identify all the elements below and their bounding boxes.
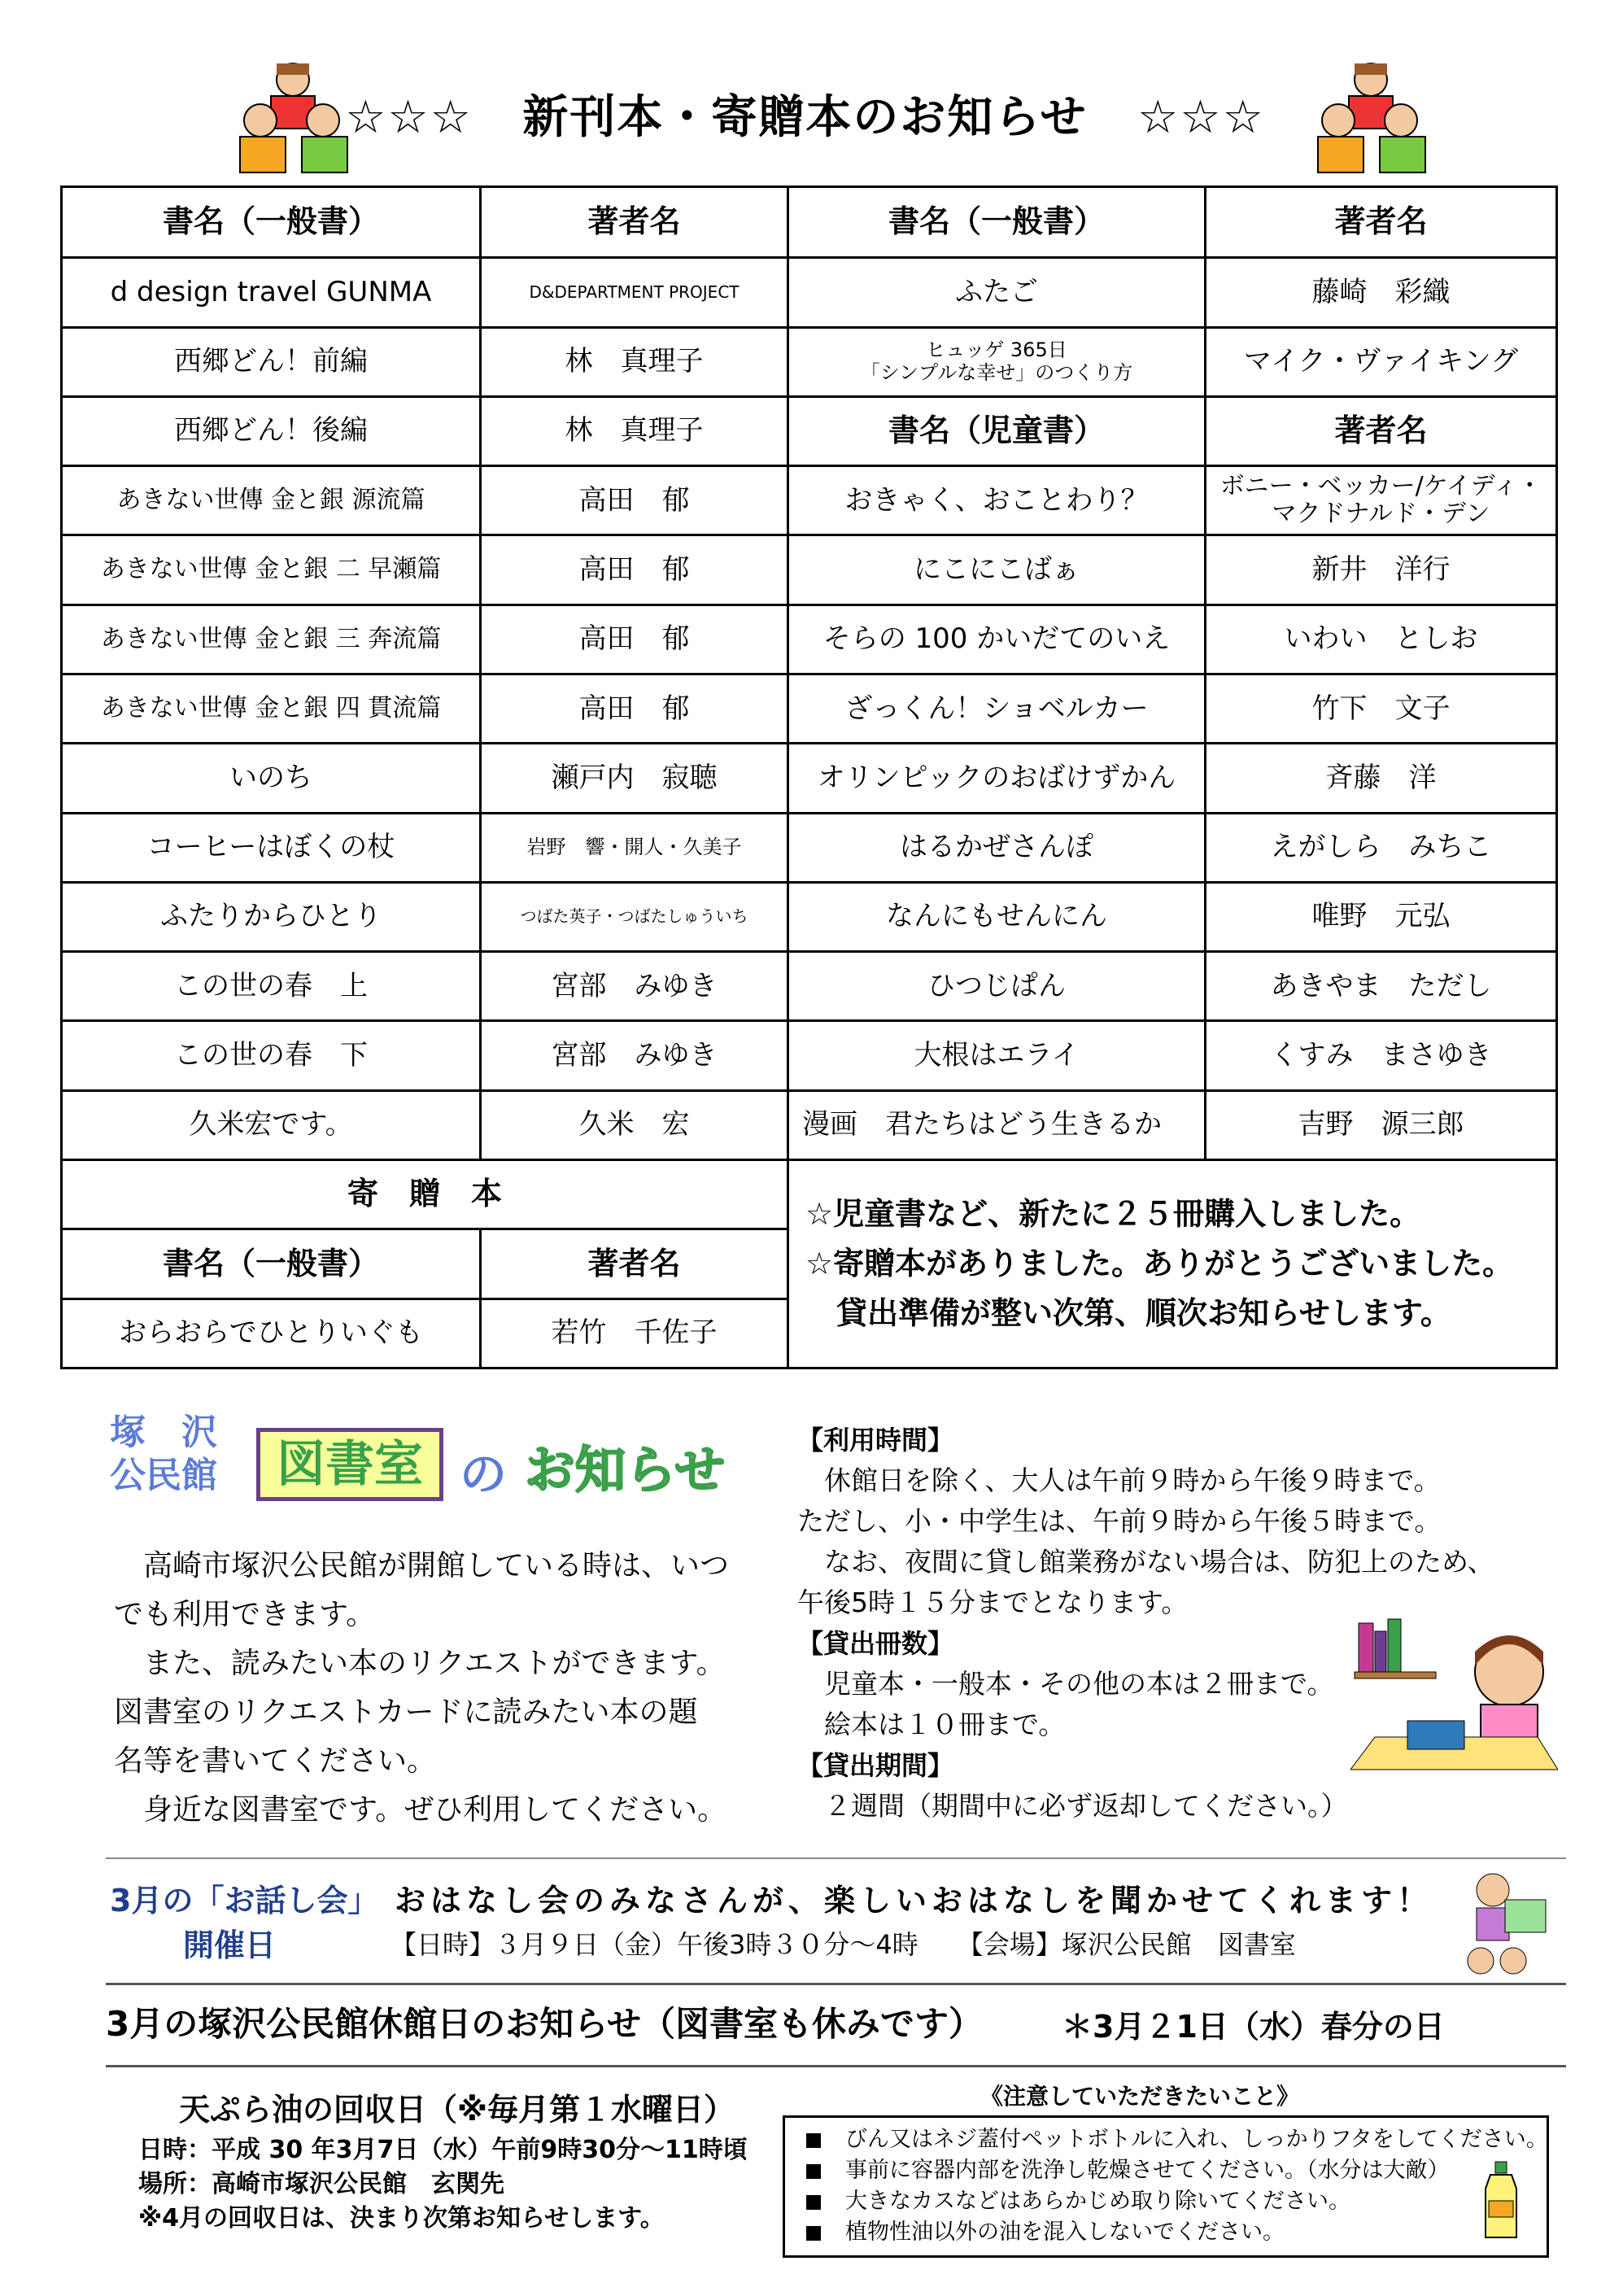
- logo-notice: お知らせ: [525, 1440, 726, 1499]
- event-detail: 【日時】３月９日（金）午後3時３０分～4時 【会場】塚沢公民館 図書室: [391, 1929, 1296, 1960]
- book-author: 宮部 みゆき: [481, 952, 788, 1021]
- table-row: [62, 674, 1557, 743]
- notice-item: [806, 2217, 1547, 2248]
- book-author: 吉野 源三郎: [1206, 1090, 1557, 1159]
- book-title: [788, 327, 1206, 396]
- logo-no: の: [460, 1447, 508, 1502]
- column-header: 著者名: [481, 187, 788, 258]
- book-title: あきない世傳 金と銀 二 早瀬篇: [62, 535, 481, 605]
- book-title: あきない世傳 金と銀 四 貫流篇: [62, 674, 481, 743]
- book-author: えがしら みちこ: [1206, 813, 1557, 882]
- period-label: 【貸出期間】: [797, 1750, 954, 1781]
- event-title: 3月の「お話し会」: [110, 1883, 379, 1918]
- book-author: あきやま ただし: [1206, 952, 1557, 1021]
- stars-right: ☆☆☆: [1137, 91, 1265, 144]
- table-row: [62, 535, 1557, 605]
- book-title: この世の春 上: [62, 952, 481, 1021]
- book-title: 久米宏です。: [62, 1090, 481, 1159]
- donation-header-row: [62, 1159, 1557, 1229]
- intro-line: また、読みたい本のリクエストができます。: [114, 1647, 726, 1680]
- book-title: ひつじぱん: [788, 952, 1206, 1021]
- oil-line: ※4月の回収日は、決まり次第お知らせします。: [138, 2204, 665, 2233]
- closed-date: ＊3月２1日（水）春分の日: [1062, 2009, 1445, 2045]
- book-author: ボニー・ベッカー/ケイディ・マクドナルド・デン: [1206, 466, 1557, 535]
- notice-text: 事前に容器内部を洗浄し乾燥させてください。（水分は大敵）: [845, 2158, 1450, 2183]
- book-title: ふたりからひとり: [62, 882, 481, 951]
- bullet-square-icon: [806, 2195, 821, 2210]
- table-row: [62, 605, 1557, 674]
- hours-line: 休館日を除く、大人は午前９時から午後９時まで。: [797, 1464, 1441, 1496]
- book-author: 高田 郁: [481, 605, 788, 674]
- notice-box: [783, 2115, 1549, 2258]
- table-row: [62, 882, 1557, 951]
- bullet-square-icon: [806, 2164, 821, 2179]
- intro-line: 図書室のリクエストカードに読みたい本の題: [114, 1696, 698, 1729]
- book-author: 久米 宏: [481, 1090, 788, 1159]
- book-title: はるかぜさんぽ: [788, 813, 1206, 882]
- table-row: [62, 744, 1557, 813]
- column-header: 著者名: [1206, 187, 1557, 258]
- intro-line: 身近な図書室です。ぜひ利用してください。: [114, 1793, 727, 1827]
- book-title: あきない世傳 金と銀 三 奔流篇: [62, 605, 481, 674]
- book-author: 岩野 響・開人・久美子: [481, 813, 788, 882]
- count-line: 絵本は１０冊まで。: [797, 1709, 1066, 1740]
- notice-item: [806, 2155, 1547, 2186]
- table-row: [62, 1021, 1557, 1090]
- bullet-square-icon: [806, 2226, 821, 2241]
- book-title: ふたご: [788, 258, 1206, 327]
- bullet-square-icon: [806, 2133, 821, 2148]
- table-row: [62, 952, 1557, 1021]
- table-row: [62, 466, 1557, 535]
- intro-line: でも利用できます。: [114, 1598, 376, 1631]
- book-title: そらの 100 かいだてのいえ: [788, 605, 1206, 674]
- notice-text: びん又はネジ蓋付ペットボトルに入れ、しっかりフタをしてください。: [845, 2127, 1548, 2152]
- table-row: [62, 327, 1557, 396]
- column-header-childrens: 書名（児童書）: [788, 396, 1206, 465]
- library-intro: [114, 1542, 757, 1835]
- intro-line: 名等を書いてください。: [114, 1744, 437, 1778]
- book-author: 高田 郁: [481, 466, 788, 535]
- event-title-sub: 開催日: [183, 1927, 277, 1963]
- books-table: [60, 186, 1558, 1369]
- notice-title: 《注意していただきたいこと》: [980, 2083, 1300, 2110]
- book-title: この世の春 下: [62, 1021, 481, 1090]
- divider: [106, 1857, 1566, 1859]
- book-author: 若竹 千佐子: [481, 1299, 788, 1368]
- table-row: [62, 396, 1557, 465]
- book-title: おらおらでひとりいぐも: [62, 1299, 481, 1368]
- storytelling-illustration: [1460, 1867, 1550, 1981]
- book-author: くすみ まさゆき: [1206, 1021, 1557, 1090]
- note-line: 貸出準備が整い次第、順次お知らせします。: [836, 1294, 1451, 1331]
- divider: [106, 1983, 1566, 1985]
- period-line: ２週間（期間中に必ず返却してください。）: [797, 1790, 1348, 1822]
- oil-title: 天ぷら油の回収日（※毎月第１水曜日）: [179, 2092, 735, 2128]
- column-header: 書名（一般書）: [788, 187, 1206, 258]
- column-header: 書名（一般書）: [62, 1229, 481, 1299]
- library-logo: [110, 1412, 744, 1534]
- logo-place-line: 公民館: [110, 1454, 217, 1496]
- logo-place: [110, 1412, 217, 1498]
- book-title-sub: 「シンプルな幸せ」のつくり方: [860, 360, 1133, 384]
- title-text: 新刊本・寄贈本のお知らせ: [522, 91, 1088, 144]
- book-title: にこにこばぁ: [788, 535, 1206, 605]
- notice-text: 大きなカスなどはあらかじめ取り除いてください。: [845, 2189, 1350, 2214]
- table-header-row: [62, 187, 1557, 258]
- column-header-author: 著者名: [1206, 396, 1557, 465]
- purchase-notes: [788, 1159, 1557, 1368]
- book-author: 高田 郁: [481, 535, 788, 605]
- book-author: 藤崎 彩織: [1206, 258, 1557, 327]
- table-row: [62, 813, 1557, 882]
- oil-details: [138, 2133, 748, 2236]
- book-title: あきない世傳 金と銀 源流篇: [62, 466, 481, 535]
- book-title: ざっくん！ショベルカー: [788, 674, 1206, 743]
- hours-line: ただし、小・中学生は、午前９時から午後５時まで。: [797, 1505, 1442, 1537]
- count-line: 児童本・一般本・その他の本は２冊まで。: [797, 1668, 1334, 1700]
- book-author: 高田 郁: [481, 674, 788, 743]
- book-title: オリンピックのおばけずかん: [788, 744, 1206, 813]
- book-title: 漫画 君たちはどう生きるか: [788, 1090, 1206, 1159]
- stars-left: ☆☆☆: [345, 91, 473, 144]
- book-author: 宮部 みゆき: [481, 1021, 788, 1090]
- notice-text: 植物性油以外の油を混入しないでください。: [845, 2220, 1285, 2245]
- note-line: ☆寄贈本がありました。ありがとうございました。: [805, 1246, 1514, 1282]
- table-row: [62, 258, 1557, 327]
- book-author: 竹下 文子: [1206, 674, 1557, 743]
- book-author: 唯野 元弘: [1206, 882, 1557, 951]
- book-title: コーヒーはぼくの杖: [62, 813, 481, 882]
- book-author: いわい としお: [1206, 605, 1557, 674]
- book-title: 西郷どん！後編: [62, 396, 481, 465]
- note-line: ☆児童書など、新たに２５冊購入しました。: [805, 1196, 1421, 1233]
- logo-place-line: 塚 沢: [110, 1412, 217, 1453]
- book-title: いのち: [62, 744, 481, 813]
- oil-line: 日時：平成 30 年3月7日（水）午前9時30分～11時頃: [138, 2136, 748, 2164]
- book-author: 林 真理子: [481, 327, 788, 396]
- book-title: 大根はエライ: [788, 1021, 1206, 1090]
- book-author: マイク・ヴァイキング: [1206, 327, 1557, 396]
- intro-line: 高崎市塚沢公民館が開館している時は、いつ: [114, 1549, 730, 1582]
- book-title: d design travel GUNMA: [62, 258, 481, 327]
- book-title: おきゃく、おことわり？: [788, 466, 1206, 535]
- table-row: [62, 1090, 1557, 1159]
- hours-line: 午後5時１５分までとなります。: [797, 1587, 1189, 1618]
- hours-label: 【利用時間】: [797, 1425, 954, 1456]
- book-title: なんにもせんにん: [788, 882, 1206, 951]
- closed-notice: 3月の塚沢公民館休館日のお知らせ（図書室も休みです）: [106, 2004, 983, 2044]
- book-author: D&DEPARTMENT PROJECT: [481, 258, 788, 327]
- oil-bottle-icon: [1481, 2160, 1521, 2241]
- girl-reading-illustration: [1350, 1615, 1558, 1778]
- book-author: つばた英子・つばたしゅういち: [481, 882, 788, 951]
- event-message: おはなし会のみなさんが、楽しいおはなしを聞かせてくれます！: [395, 1883, 1433, 1918]
- book-author: 瀬戸内 寂聴: [481, 744, 788, 813]
- book-author: 林 真理子: [481, 396, 788, 465]
- book-title: 西郷どん！前編: [62, 327, 481, 396]
- donation-header: 寄 贈 本: [62, 1159, 788, 1229]
- notice-item: [806, 2124, 1547, 2155]
- book-author: 新井 洋行: [1206, 535, 1557, 605]
- divider: [106, 2065, 1566, 2067]
- count-label: 【貸出冊数】: [797, 1628, 954, 1659]
- book-title-main: ヒュッゲ 365日: [926, 338, 1067, 362]
- column-header: 著者名: [481, 1229, 788, 1299]
- hours-line: なお、夜間に貸し館業務がない場合は、防犯上のため、: [797, 1546, 1494, 1578]
- page-title: [0, 81, 1610, 146]
- book-author: 斉藤 洋: [1206, 744, 1557, 813]
- column-header: 書名（一般書）: [62, 187, 481, 258]
- notice-item: [806, 2186, 1547, 2217]
- oil-line: 場所：高崎市塚沢公民館 玄関先: [138, 2170, 504, 2198]
- logo-room: 図書室: [256, 1428, 443, 1501]
